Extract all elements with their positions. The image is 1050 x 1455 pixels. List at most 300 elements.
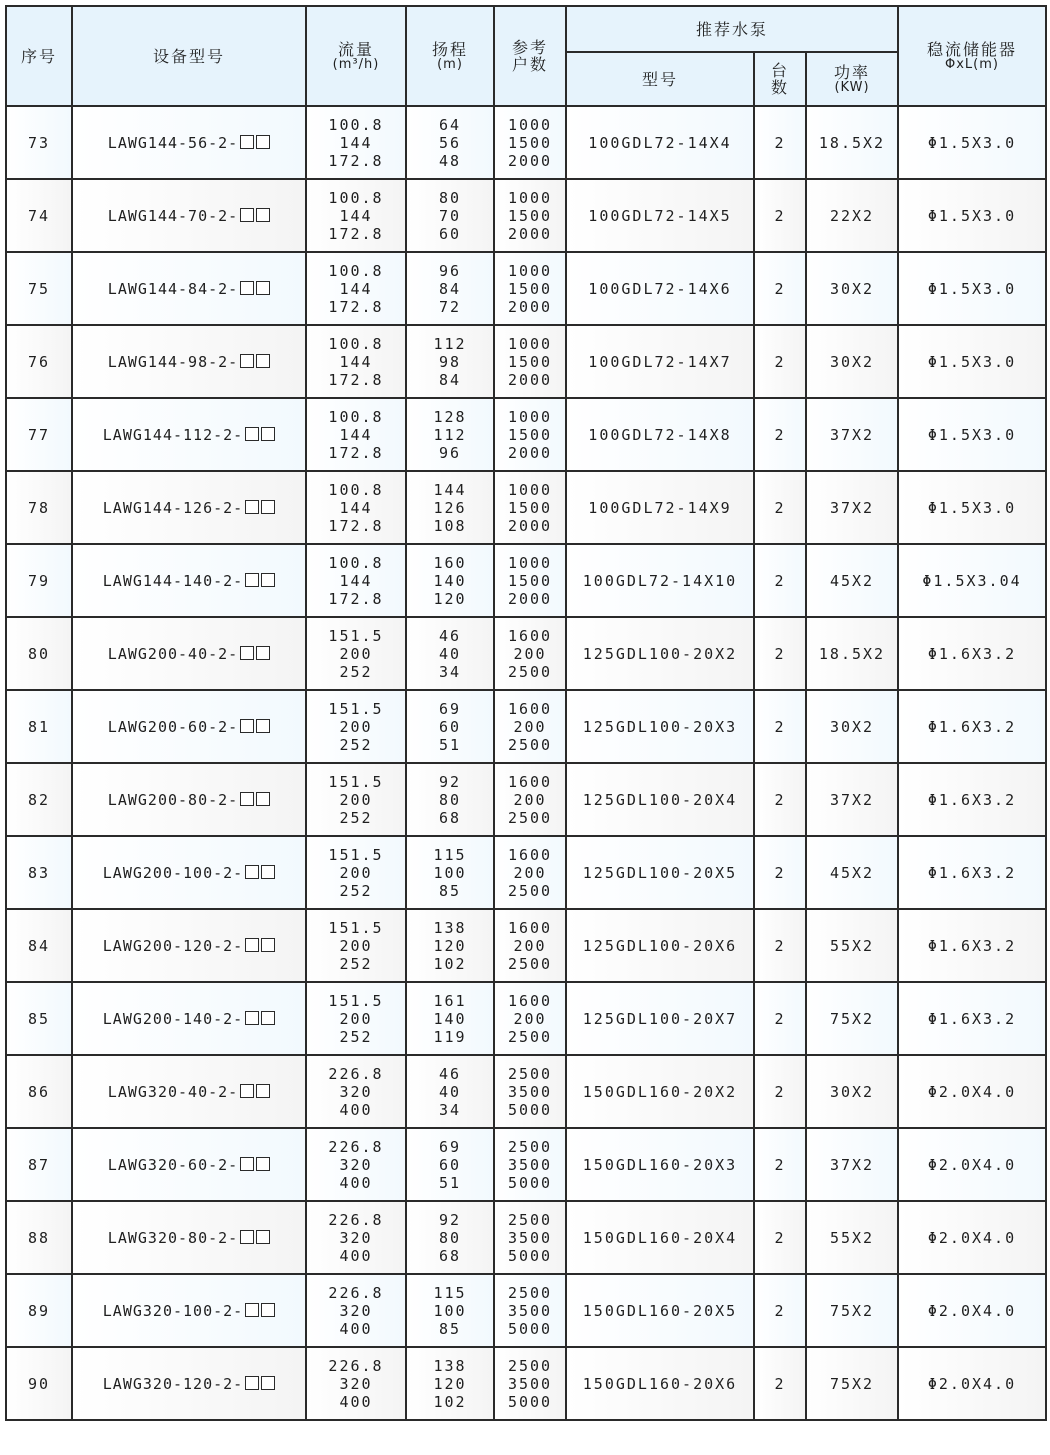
head-cell xyxy=(406,836,494,909)
flow-value: 144 xyxy=(339,133,373,152)
model-cell xyxy=(72,1347,306,1420)
flow-value: 172.8 xyxy=(328,370,384,389)
placeholder-box-icon xyxy=(245,500,259,514)
pump-model-cell: 150GDL160-20X2 xyxy=(566,1055,754,1128)
header-households xyxy=(494,6,566,106)
head-cell xyxy=(406,544,494,617)
pump-model-cell: 100GDL72-14X4 xyxy=(566,106,754,179)
placeholder-box-icon xyxy=(240,208,254,222)
head-value: 80 xyxy=(438,790,462,809)
pump-model-cell: 100GDL72-14X10 xyxy=(566,544,754,617)
households-cell xyxy=(494,1347,566,1420)
head-value: 92 xyxy=(438,1210,462,1229)
flow-cell xyxy=(306,106,406,179)
seq-cell: 78 xyxy=(6,471,72,544)
pump-model-cell: 125GDL100-20X5 xyxy=(566,836,754,909)
model-cell xyxy=(72,252,306,325)
head-cell xyxy=(406,617,494,690)
seq-cell: 87 xyxy=(6,1128,72,1201)
seq-cell: 83 xyxy=(6,836,72,909)
households-cell xyxy=(494,471,566,544)
tank-cell: Φ2.0X4.0 xyxy=(898,1347,1046,1420)
head-value: 120 xyxy=(433,589,467,608)
head-value: 40 xyxy=(438,1082,462,1101)
power-cell: 37X2 xyxy=(806,398,898,471)
model-cell xyxy=(72,1055,306,1128)
flow-value: 100.8 xyxy=(328,261,384,280)
head-value: 34 xyxy=(438,662,462,681)
placeholder-box-icon xyxy=(261,1303,275,1317)
table-row xyxy=(6,763,1046,836)
households-cell xyxy=(494,909,566,982)
pump-count-cell: 2 xyxy=(754,471,806,544)
flow-value: 172.8 xyxy=(328,224,384,243)
placeholder-box-icon xyxy=(256,208,270,222)
header-head-unit: (m) xyxy=(437,56,463,72)
flow-cell xyxy=(306,398,406,471)
flow-cell xyxy=(306,836,406,909)
model-text: LAWG200-100-2- xyxy=(102,863,244,882)
flow-value: 100.8 xyxy=(328,553,384,572)
model-cell xyxy=(72,909,306,982)
head-value: 84 xyxy=(438,279,462,298)
households-value: 200 xyxy=(513,936,547,955)
placeholder-box-icon xyxy=(256,719,270,733)
model-text: LAWG200-120-2- xyxy=(102,936,244,955)
power-cell: 45X2 xyxy=(806,544,898,617)
placeholder-box-icon xyxy=(261,573,275,587)
flow-cell xyxy=(306,325,406,398)
head-value: 85 xyxy=(438,1319,462,1338)
tank-cell: Φ1.5X3.0 xyxy=(898,106,1046,179)
households-cell xyxy=(494,252,566,325)
households-value: 2500 xyxy=(507,662,553,681)
head-value: 161 xyxy=(433,991,467,1010)
seq-cell: 82 xyxy=(6,763,72,836)
model-cell xyxy=(72,471,306,544)
placeholder-box-icon xyxy=(256,1084,270,1098)
households-value: 1600 xyxy=(507,845,553,864)
head-value: 84 xyxy=(438,370,462,389)
header-tank-label: 稳流储能器 xyxy=(926,39,1017,59)
flow-value: 252 xyxy=(339,808,373,827)
model-text: LAWG144-56-2- xyxy=(107,133,239,152)
head-value: 80 xyxy=(438,1228,462,1247)
flow-value: 144 xyxy=(339,571,373,590)
pump-count-cell: 2 xyxy=(754,1274,806,1347)
table-row xyxy=(6,252,1046,325)
households-value: 2000 xyxy=(507,370,553,389)
households-value: 3500 xyxy=(507,1228,553,1247)
power-cell: 75X2 xyxy=(806,1347,898,1420)
model-text: LAWG200-140-2- xyxy=(102,1009,244,1028)
placeholder-box-icon xyxy=(245,938,259,952)
households-value: 3500 xyxy=(507,1374,553,1393)
flow-cell xyxy=(306,1274,406,1347)
flow-value: 151.5 xyxy=(328,626,384,645)
head-value: 102 xyxy=(433,1392,467,1411)
tank-cell: Φ2.0X4.0 xyxy=(898,1274,1046,1347)
head-value: 56 xyxy=(438,133,462,152)
spec-table-container xyxy=(5,5,1047,1421)
model-text: LAWG320-60-2- xyxy=(107,1155,239,1174)
placeholder-box-icon xyxy=(256,792,270,806)
flow-value: 320 xyxy=(339,1301,373,1320)
model-text: LAWG200-60-2- xyxy=(107,717,239,736)
households-value: 5000 xyxy=(507,1100,553,1119)
pump-model-cell: 150GDL160-20X6 xyxy=(566,1347,754,1420)
head-value: 46 xyxy=(438,1064,462,1083)
header-head-label: 扬程 xyxy=(431,39,468,59)
households-value: 2500 xyxy=(507,1356,553,1375)
flow-value: 100.8 xyxy=(328,334,384,353)
pump-count-cell: 2 xyxy=(754,617,806,690)
flow-value: 400 xyxy=(339,1246,373,1265)
households-cell xyxy=(494,1274,566,1347)
pump-model-cell: 100GDL72-14X6 xyxy=(566,252,754,325)
tank-cell: Φ1.5X3.0 xyxy=(898,325,1046,398)
households-value: 2500 xyxy=(507,735,553,754)
tank-cell: Φ1.6X3.2 xyxy=(898,909,1046,982)
households-value: 1000 xyxy=(507,480,553,499)
seq-cell: 90 xyxy=(6,1347,72,1420)
power-cell: 18.5X2 xyxy=(806,106,898,179)
flow-value: 400 xyxy=(339,1319,373,1338)
flow-value: 172.8 xyxy=(328,516,384,535)
head-value: 70 xyxy=(438,206,462,225)
model-text: LAWG320-80-2- xyxy=(107,1228,239,1247)
head-value: 100 xyxy=(433,863,467,882)
pump-count-cell: 2 xyxy=(754,1201,806,1274)
model-text: LAWG144-126-2- xyxy=(102,498,244,517)
flow-value: 144 xyxy=(339,279,373,298)
placeholder-box-icon xyxy=(261,500,275,514)
head-cell xyxy=(406,1201,494,1274)
households-value: 1500 xyxy=(507,571,553,590)
households-value: 1000 xyxy=(507,115,553,134)
households-cell xyxy=(494,1055,566,1128)
head-value: 160 xyxy=(433,553,467,572)
flow-cell xyxy=(306,252,406,325)
households-value: 3500 xyxy=(507,1301,553,1320)
flow-value: 151.5 xyxy=(328,991,384,1010)
flow-value: 200 xyxy=(339,863,373,882)
placeholder-box-icon xyxy=(240,1084,254,1098)
head-value: 138 xyxy=(433,1356,467,1375)
flow-value: 100.8 xyxy=(328,188,384,207)
header-power-label: 功率 xyxy=(833,62,870,82)
head-value: 60 xyxy=(438,717,462,736)
head-value: 60 xyxy=(438,1155,462,1174)
table-row xyxy=(6,982,1046,1055)
head-value: 40 xyxy=(438,644,462,663)
model-cell xyxy=(72,1201,306,1274)
pump-count-cell: 2 xyxy=(754,982,806,1055)
placeholder-box-icon xyxy=(245,865,259,879)
households-value: 1000 xyxy=(507,553,553,572)
flow-value: 400 xyxy=(339,1100,373,1119)
seq-cell: 88 xyxy=(6,1201,72,1274)
head-value: 92 xyxy=(438,772,462,791)
households-value: 2500 xyxy=(507,1210,553,1229)
placeholder-box-icon xyxy=(261,938,275,952)
households-value: 2500 xyxy=(507,954,553,973)
flow-value: 252 xyxy=(339,735,373,754)
head-value: 144 xyxy=(433,480,467,499)
pump-count-cell: 2 xyxy=(754,252,806,325)
households-value: 5000 xyxy=(507,1246,553,1265)
flow-cell xyxy=(306,617,406,690)
placeholder-box-icon xyxy=(240,1230,254,1244)
equipment-spec-table xyxy=(5,5,1047,1421)
households-value: 1600 xyxy=(507,918,553,937)
pump-count-cell: 2 xyxy=(754,763,806,836)
seq-cell: 77 xyxy=(6,398,72,471)
flow-value: 252 xyxy=(339,954,373,973)
head-cell xyxy=(406,1274,494,1347)
households-value: 2000 xyxy=(507,443,553,462)
flow-value: 144 xyxy=(339,352,373,371)
tank-cell: Φ1.5X3.0 xyxy=(898,179,1046,252)
head-cell xyxy=(406,1128,494,1201)
head-cell xyxy=(406,763,494,836)
flow-value: 151.5 xyxy=(328,918,384,937)
pump-model-cell: 125GDL100-20X3 xyxy=(566,690,754,763)
seq-cell: 79 xyxy=(6,544,72,617)
model-cell xyxy=(72,1128,306,1201)
header-flow-unit: (m³/h) xyxy=(332,56,380,72)
pump-model-cell: 100GDL72-14X9 xyxy=(566,471,754,544)
pump-count-cell: 2 xyxy=(754,544,806,617)
seq-cell: 73 xyxy=(6,106,72,179)
model-cell xyxy=(72,763,306,836)
power-cell: 30X2 xyxy=(806,690,898,763)
power-cell: 45X2 xyxy=(806,836,898,909)
header-households-label: 参考户数 xyxy=(511,38,548,74)
households-value: 2000 xyxy=(507,297,553,316)
households-value: 2500 xyxy=(507,1064,553,1083)
head-value: 69 xyxy=(438,699,462,718)
header-pump-model: 型号 xyxy=(566,52,754,106)
placeholder-box-icon xyxy=(256,135,270,149)
households-value: 1500 xyxy=(507,206,553,225)
table-row xyxy=(6,1201,1046,1274)
placeholder-box-icon xyxy=(240,1157,254,1171)
households-value: 1600 xyxy=(507,626,553,645)
households-value: 1600 xyxy=(507,991,553,1010)
model-text: LAWG320-120-2- xyxy=(102,1374,244,1393)
head-cell xyxy=(406,1347,494,1420)
table-row xyxy=(6,1274,1046,1347)
model-cell xyxy=(72,106,306,179)
table-row xyxy=(6,1055,1046,1128)
pump-count-cell: 2 xyxy=(754,1055,806,1128)
seq-cell: 86 xyxy=(6,1055,72,1128)
households-value: 200 xyxy=(513,717,547,736)
households-cell xyxy=(494,106,566,179)
tank-cell: Φ1.5X3.0 xyxy=(898,252,1046,325)
households-value: 1500 xyxy=(507,425,553,444)
model-cell xyxy=(72,544,306,617)
flow-cell xyxy=(306,544,406,617)
flow-value: 400 xyxy=(339,1392,373,1411)
flow-value: 252 xyxy=(339,881,373,900)
flow-value: 144 xyxy=(339,206,373,225)
households-value: 200 xyxy=(513,1009,547,1028)
head-value: 112 xyxy=(433,425,467,444)
placeholder-box-icon xyxy=(240,792,254,806)
placeholder-box-icon xyxy=(256,281,270,295)
head-value: 128 xyxy=(433,407,467,426)
head-value: 68 xyxy=(438,808,462,827)
households-value: 5000 xyxy=(507,1319,553,1338)
households-cell xyxy=(494,544,566,617)
head-cell xyxy=(406,325,494,398)
pump-count-cell: 2 xyxy=(754,836,806,909)
model-cell xyxy=(72,1274,306,1347)
table-row xyxy=(6,1347,1046,1420)
model-text: LAWG200-40-2- xyxy=(107,644,239,663)
table-row xyxy=(6,1128,1046,1201)
households-cell xyxy=(494,836,566,909)
pump-count-cell: 2 xyxy=(754,1128,806,1201)
households-value: 2000 xyxy=(507,224,553,243)
pump-count-cell: 2 xyxy=(754,179,806,252)
tank-cell: Φ1.6X3.2 xyxy=(898,690,1046,763)
model-text: LAWG144-140-2- xyxy=(102,571,244,590)
households-value: 1000 xyxy=(507,261,553,280)
power-cell: 75X2 xyxy=(806,1274,898,1347)
flow-value: 226.8 xyxy=(328,1210,384,1229)
head-value: 140 xyxy=(433,1009,467,1028)
header-power xyxy=(806,52,898,106)
power-cell: 22X2 xyxy=(806,179,898,252)
table-row xyxy=(6,325,1046,398)
households-value: 2500 xyxy=(507,1137,553,1156)
table-row xyxy=(6,617,1046,690)
households-value: 5000 xyxy=(507,1392,553,1411)
head-cell xyxy=(406,179,494,252)
head-value: 119 xyxy=(433,1027,467,1046)
head-value: 68 xyxy=(438,1246,462,1265)
placeholder-box-icon xyxy=(261,1011,275,1025)
households-value: 1500 xyxy=(507,498,553,517)
header-pump-count-label: 台数 xyxy=(770,61,789,97)
flow-value: 226.8 xyxy=(328,1064,384,1083)
flow-value: 320 xyxy=(339,1082,373,1101)
pump-model-cell: 125GDL100-20X2 xyxy=(566,617,754,690)
flow-value: 172.8 xyxy=(328,297,384,316)
head-value: 98 xyxy=(438,352,462,371)
model-text: LAWG200-80-2- xyxy=(107,790,239,809)
households-value: 200 xyxy=(513,863,547,882)
flow-value: 200 xyxy=(339,644,373,663)
head-cell xyxy=(406,398,494,471)
flow-value: 100.8 xyxy=(328,480,384,499)
flow-value: 400 xyxy=(339,1173,373,1192)
tank-cell: Φ2.0X4.0 xyxy=(898,1055,1046,1128)
flow-value: 144 xyxy=(339,425,373,444)
pump-count-cell: 2 xyxy=(754,909,806,982)
households-value: 2000 xyxy=(507,151,553,170)
flow-value: 320 xyxy=(339,1155,373,1174)
model-text: LAWG320-100-2- xyxy=(102,1301,244,1320)
head-cell xyxy=(406,982,494,1055)
power-cell: 75X2 xyxy=(806,982,898,1055)
header-tank-unit: ΦxL(m) xyxy=(945,56,999,72)
head-value: 115 xyxy=(433,845,467,864)
tank-cell: Φ1.6X3.2 xyxy=(898,982,1046,1055)
seq-cell: 80 xyxy=(6,617,72,690)
flow-cell xyxy=(306,1201,406,1274)
power-cell: 30X2 xyxy=(806,1055,898,1128)
header-seq: 序号 xyxy=(6,6,72,106)
flow-cell xyxy=(306,1128,406,1201)
head-value: 60 xyxy=(438,224,462,243)
head-value: 69 xyxy=(438,1137,462,1156)
head-value: 72 xyxy=(438,297,462,316)
pump-model-cell: 150GDL160-20X3 xyxy=(566,1128,754,1201)
flow-cell xyxy=(306,909,406,982)
head-value: 80 xyxy=(438,188,462,207)
head-cell xyxy=(406,1055,494,1128)
households-cell xyxy=(494,617,566,690)
flow-value: 226.8 xyxy=(328,1283,384,1302)
head-value: 108 xyxy=(433,516,467,535)
header-head xyxy=(406,6,494,106)
placeholder-box-icon xyxy=(256,354,270,368)
head-value: 140 xyxy=(433,571,467,590)
head-value: 64 xyxy=(438,115,462,134)
flow-cell xyxy=(306,763,406,836)
power-cell: 37X2 xyxy=(806,1128,898,1201)
table-row xyxy=(6,544,1046,617)
flow-value: 172.8 xyxy=(328,443,384,462)
placeholder-box-icon xyxy=(261,427,275,441)
households-cell xyxy=(494,1201,566,1274)
model-cell xyxy=(72,398,306,471)
seq-cell: 76 xyxy=(6,325,72,398)
model-cell xyxy=(72,982,306,1055)
placeholder-box-icon xyxy=(245,427,259,441)
tank-cell: Φ1.6X3.2 xyxy=(898,763,1046,836)
flow-cell xyxy=(306,690,406,763)
placeholder-box-icon xyxy=(256,1230,270,1244)
seq-cell: 85 xyxy=(6,982,72,1055)
power-cell: 55X2 xyxy=(806,909,898,982)
pump-model-cell: 125GDL100-20X4 xyxy=(566,763,754,836)
flow-cell xyxy=(306,179,406,252)
flow-cell xyxy=(306,1347,406,1420)
tank-cell: Φ1.6X3.2 xyxy=(898,617,1046,690)
head-value: 96 xyxy=(438,261,462,280)
households-value: 200 xyxy=(513,790,547,809)
pump-model-cell: 100GDL72-14X8 xyxy=(566,398,754,471)
head-value: 46 xyxy=(438,626,462,645)
placeholder-box-icon xyxy=(245,573,259,587)
power-cell: 37X2 xyxy=(806,763,898,836)
placeholder-box-icon xyxy=(240,646,254,660)
head-value: 96 xyxy=(438,443,462,462)
households-value: 5000 xyxy=(507,1173,553,1192)
power-cell: 30X2 xyxy=(806,325,898,398)
head-cell xyxy=(406,252,494,325)
households-value: 2000 xyxy=(507,589,553,608)
households-value: 2500 xyxy=(507,1027,553,1046)
flow-value: 172.8 xyxy=(328,589,384,608)
placeholder-box-icon xyxy=(240,354,254,368)
households-value: 2500 xyxy=(507,808,553,827)
